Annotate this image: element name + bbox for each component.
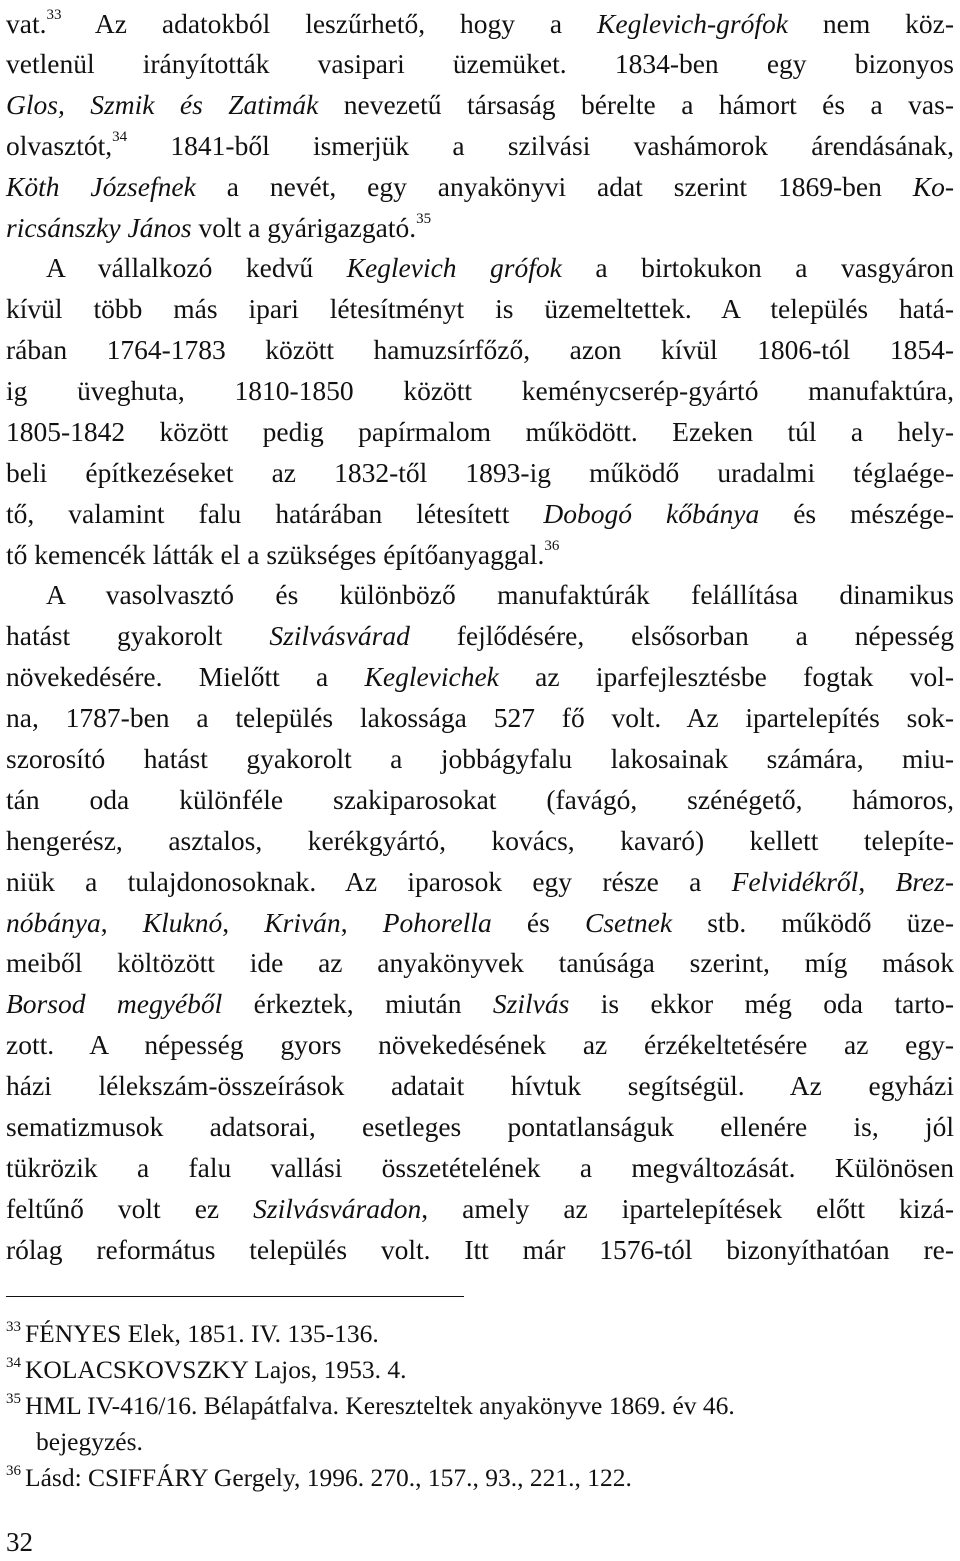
page-number: 32 [6,1527,33,1557]
text-run: házi lélekszám-összeírások adatait hívtuk segítségül. Az egyházi [6,1070,954,1101]
footnote [6,1388,954,1424]
italic-name: ricsánszky János [6,212,192,243]
text-run: zott. A népesség gyors növekedésének az érzékeltetésére az egy- [6,1029,954,1060]
text-run: tán oda különféle szakiparosokat (favágó, szénégető, hámoros, [6,784,954,815]
text-line [6,126,954,166]
text-line [6,208,954,248]
text-run: , [340,907,383,938]
text-line [6,1107,954,1147]
text-line [6,371,954,411]
text-run: érkeztek, miután [222,988,493,1019]
footnote-text: FÉNYES Elek, 1851. IV. 135-136. [25,1319,379,1348]
text-line [6,698,954,738]
text-line [6,167,954,207]
text-run: fejlődésére, elsősorban a népesség [409,620,954,651]
text-line [6,1189,954,1229]
text-line [6,289,954,329]
footnote [6,1352,954,1388]
text-line [6,739,954,779]
footnote-ref: 34 [112,128,128,145]
text-line [46,575,954,615]
text-run: niük a tulajdonosoknak. Az iparosok egy része a [6,866,732,897]
footnote-text: Lásd: CSIFFÁRY Gergely, 1996. 270., 157., 93., 221., 122. [25,1463,632,1492]
text-line [6,85,954,125]
footnote-number: 35 [6,1390,21,1407]
italic-name: Csetnek [584,907,673,938]
text-line [6,821,954,861]
text-line [6,1230,954,1270]
text-run: ig üveghuta, 1810-1850 között keménycserép-gyártó manufaktúra, [6,375,954,406]
text-line [6,494,954,534]
italic-name: Keglevichek [364,661,499,692]
footnote-number: 36 [6,1462,21,1479]
italic-name: Szilvásváradon [253,1193,422,1224]
text-run: a birtokukon a vasgyáron [561,252,954,283]
italic-name: Borsod megyéből [6,988,223,1019]
text-line [6,903,954,943]
text-run: vat. [6,8,47,39]
italic-name: Dobogó kőbánya [543,498,760,529]
text-run: sematizmusok adatsorai, esetleges pontatlanságuk ellenére is, jól [6,1111,954,1142]
text-run: az iparfejlesztésbe fogtak vol- [498,661,954,692]
footnote-ref: 36 [544,537,560,554]
text-run: hatást gyakorolt [6,620,270,651]
text-run: növekedésére. Mielőtt a [6,661,365,692]
italic-name: Szilvás [492,988,570,1019]
text-run: A vállalkozó kedvű [46,252,347,283]
footnote-ref: 33 [46,6,62,23]
text-line [6,453,954,493]
italic-name: Keglevich grófok [346,252,562,283]
footnote-number: 33 [6,1318,21,1335]
text-line [46,248,954,288]
text-line [6,1066,954,1106]
text-run: , [222,907,265,938]
italic-name: Kriván [264,907,341,938]
italic-name: Brez- [895,866,955,897]
footnote-number: 34 [6,1354,21,1371]
text-run: nevezetű társaság bérelte a hámort és a vas- [318,89,954,120]
text-line [6,412,954,452]
text-line [6,44,954,84]
text-run: Az adatokból leszűrhető, hogy a [61,8,598,39]
text-line [6,943,954,983]
text-line [6,4,954,44]
italic-name: Köth Józsefnek [6,171,196,202]
text-line [6,330,954,370]
italic-name: nóbánya [6,907,101,938]
text-line [6,535,954,575]
text-run: tükrözik a falu vallási összetételének a megváltozását. Különösen [6,1152,954,1183]
text-run: , [100,907,143,938]
text-run: és mészége- [759,498,954,529]
italic-name: Szilvásvárad [269,620,410,651]
footnote-text: HML IV-416/16. Bélapátfalva. Kereszteltek anyakönyve 1869. év 46. [25,1391,735,1420]
text-run: nem köz- [787,8,954,39]
footnote [36,1424,960,1460]
text-run: 1805-1842 között pedig papírmalom működött. Ezeken túl a hely- [6,416,954,447]
italic-name: Kluknó [142,907,223,938]
text-line [6,984,954,1024]
footnote-separator [6,1296,464,1297]
text-run: a nevét, egy anyakönyvi adat szerint 1869-ben [195,171,913,202]
italic-name: Pohorella [382,907,492,938]
text-run: volt a gyárigazgató. [191,212,417,243]
text-run: is ekkor még oda tarto- [569,988,954,1019]
text-run: , [858,866,896,897]
footnote [6,1316,954,1352]
text-line [6,862,954,902]
text-run: meiből költözött ide az anyakönyvek tanúsága szerint, míg mások [6,947,954,978]
text-run: feltűnő volt ez [6,1193,254,1224]
text-line [6,780,954,820]
italic-name: Felvidékről [731,866,859,897]
footnote-text: bejegyzés. [36,1427,143,1456]
italic-name: Keglevich-grófok [597,8,788,39]
footnote [6,1460,954,1496]
text-run: na, 1787-ben a település lakossága 527 fő volt. Az ipartelepítés sok- [6,702,954,733]
text-run: A vasolvasztó és különböző manufaktúrák felállítása dinamikus [46,579,954,610]
footnote-text: KOLACSKOVSZKY Lajos, 1953. 4. [25,1355,407,1384]
text-run: szorosító hatást gyakorolt a jobbágyfalu lakosainak számára, miu- [6,743,954,774]
text-run: stb. működő üze- [672,907,955,938]
text-run: olvasztót, [6,130,113,161]
text-run: rában 1764-1783 között hamuzsírfőző, azon kívül 1806-tól 1854- [6,334,954,365]
text-run: hengerész, asztalos, kerékgyártó, kovács, kavaró) kellett telepíte- [6,825,954,856]
text-run: 1841-ből ismerjük a szilvási vashámorok árendásának, [127,130,954,161]
text-run: tő kemencék látták el a szükséges építőanyaggal. [6,539,545,570]
text-run: vetlenül irányították vasipari üzemüket. 1834-ben egy bizonyos [6,48,954,79]
text-line [6,616,954,656]
text-line [6,1025,954,1065]
footnote-ref: 35 [416,210,432,227]
italic-name: Glos, Szmik és Zatimák [6,89,319,120]
text-run: tő, valamint falu határában létesített [6,498,544,529]
text-run: , amely az ipartelepítések előtt kizá- [421,1193,955,1224]
text-run: kívül több más ipari létesítményt is üzemeltettek. A település hatá- [6,293,954,324]
text-run: beli építkezéseket az 1832-től 1893-ig működő uradalmi téglaége- [6,457,954,488]
text-run: rólag református település volt. Itt már 1576-tól bizonyíthatóan re- [6,1234,954,1265]
italic-name: Ko- [912,171,955,202]
text-run: és [491,907,585,938]
text-line [6,657,954,697]
text-line [6,1148,954,1188]
